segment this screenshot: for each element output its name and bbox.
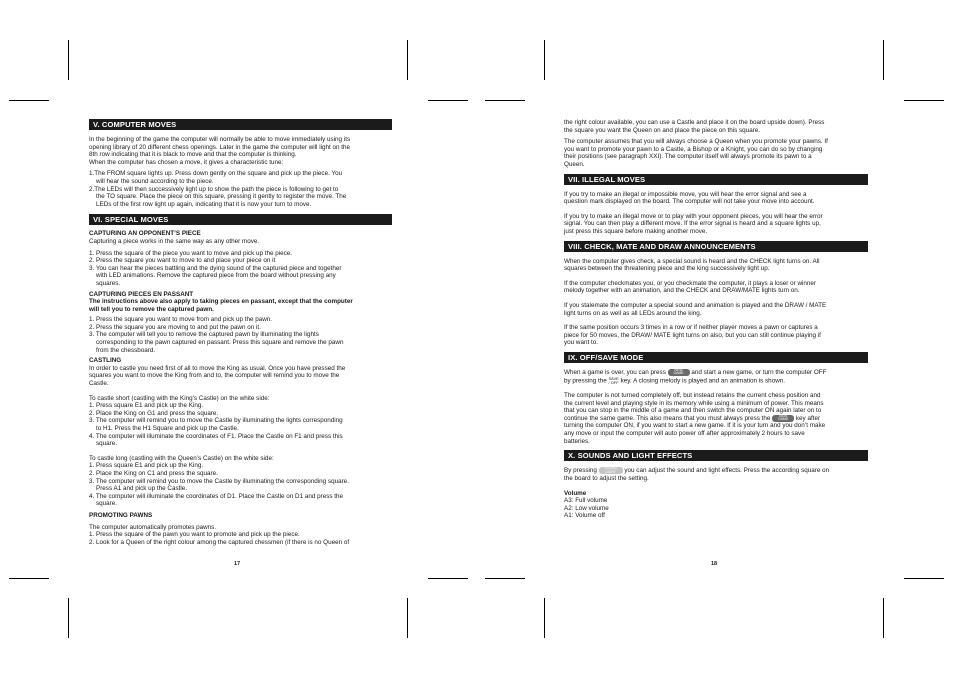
- section-heading: IX. OFF/SAVE MODE: [564, 352, 868, 363]
- crop-mark: [428, 100, 468, 101]
- text-line: 2. Place the King on G1 and press the square.: [89, 409, 219, 417]
- text-line: continue the same game. This also means that you must always press the: [564, 414, 771, 422]
- text-line: In order to castle you need first of all to move the King as usual. Once you have pressed the: [89, 364, 346, 372]
- key-label: GAME: [673, 371, 684, 376]
- text-line: Queen.: [564, 160, 585, 168]
- text-line: light turns on as well as all LEDs around the king.: [564, 309, 702, 317]
- text-line: the square you want the Queen on and place the piece on this square.: [564, 126, 761, 134]
- list-item: A2: Low volume: [564, 504, 609, 512]
- list-item: A3: Full volume: [564, 497, 608, 505]
- paragraph: [89, 365, 392, 388]
- subheading: Volume: [564, 489, 587, 497]
- paragraph: [564, 119, 868, 134]
- save-off-key-icon: [608, 377, 618, 385]
- text-line: 2. Press the square you want to move to and place your piece on it: [89, 257, 276, 265]
- text-line: 3. The computer will remind you to move the Castle by illuminating the corresponding square.: [89, 477, 349, 485]
- text-line: 2. Press the square you are moving to and put the pawn on it.: [89, 323, 261, 331]
- key-label: NEW: [779, 413, 788, 418]
- text-line: squares you want to move the King from and to, the computer will remind you to move the: [89, 372, 340, 380]
- crop-mark: [904, 100, 944, 101]
- text-line: If the computer checkmates you, or you checkmate the computer, it plays a loser or winner: [564, 279, 816, 287]
- text-line: to H1. Press the H1 Square and pick up the Castle.: [96, 425, 239, 432]
- text-line: When a game is over, you can press: [564, 369, 666, 377]
- text-line: 1. Press the square you want to move from and pick up the pawn.: [89, 316, 273, 324]
- left-page: [89, 119, 392, 546]
- text-line: square.: [96, 440, 118, 448]
- text-line: 2. Place the King on C1 and press the square.: [89, 469, 218, 477]
- key-label: / OFF: [608, 379, 619, 385]
- crop-mark: [544, 598, 545, 638]
- paragraph: [564, 138, 868, 168]
- text-line: In the beginning of the game the computer will normally be able to move immediately using its: [89, 136, 351, 143]
- text-line: squares between the threatening piece and the king successively light up.: [564, 265, 770, 273]
- section-heading: VIII. CHECK, MATE AND DRAW ANNOUNCEMENTS: [564, 241, 868, 252]
- text-line: turning the computer ON, if you want to start a new game. If it is your turn and you don’t make: [564, 422, 826, 430]
- crop-mark: [883, 40, 884, 80]
- text-line: piece for 50 moves, the DRAW/ MATE light turns on also, but you can still continue playing if: [564, 331, 821, 339]
- text-line: you want to.: [564, 339, 598, 347]
- subheading: CAPTURING PIECES EN PASSANT: [89, 290, 194, 298]
- paragraph: The computer automatically promotes pawns.: [89, 523, 217, 531]
- crop-mark: [68, 598, 69, 638]
- subheading: CASTLING: [89, 357, 122, 365]
- page-number: 18: [711, 561, 718, 567]
- key-label: LIGHT: [605, 469, 616, 474]
- text-line: If you try to make an illegal or impossible move, you will hear the error signal and see a: [564, 190, 807, 198]
- list-item: [89, 316, 392, 324]
- text-line: The computer assumes that you will always choose a Queen when you promote your pawns. If: [564, 138, 828, 146]
- list-item: [89, 331, 392, 354]
- text-line: by pressing the: [564, 377, 607, 385]
- text-line: you want to promote your pawn to a Castle, a Bishop or a Knight, you can do so by changing: [564, 145, 823, 153]
- paragraph: [564, 467, 868, 482]
- text-line: corresponding to the pawn captured en passant. Press this square and remove the pawn: [96, 339, 344, 347]
- subheading: CAPTURING AN OPPONENT’S PIECE: [89, 230, 201, 238]
- crop-mark: [9, 578, 49, 579]
- text-line: the TO square. Place the piece on this square, pressing it gently to register the move. The: [96, 193, 347, 201]
- paragraph: [564, 369, 868, 385]
- text-line: will tell you to remove the captured pawn.: [89, 305, 214, 313]
- crop-mark: [68, 40, 69, 80]
- list-item: [89, 470, 392, 478]
- text-line: 1. Press the square of the pawn you want to promote and pick up the piece.: [89, 531, 300, 539]
- text-line: Press A1 and pick up the Castle.: [96, 485, 188, 493]
- list-item: [89, 257, 392, 265]
- crop-mark: [544, 40, 545, 80]
- crop-mark: [904, 578, 944, 579]
- text-line: When the computer has chosen a move, it gives a characteristic tune:: [89, 158, 284, 166]
- text-line: opening library of 20 different chess openings. Later in the game the computer will light on the: [89, 143, 351, 151]
- crop-mark: [407, 598, 408, 638]
- list-item: [89, 265, 392, 288]
- paragraph: To castle short (castling with the King’s Castle) on the white side:: [89, 394, 270, 402]
- text-line: with LED animations. Remove the captured piece from the board without pressing any: [96, 272, 336, 280]
- new-game-key-icon: [668, 369, 690, 376]
- text-line: 1. Press square E1 and pick up the King.: [89, 402, 204, 410]
- crop-mark: [9, 100, 49, 101]
- list-item: [89, 462, 392, 470]
- paragraph: [564, 302, 868, 317]
- sound-light-key-icon: [599, 467, 623, 474]
- list-item: [89, 433, 392, 448]
- text-line: and start a new game, or turn the computer OFF: [691, 369, 827, 377]
- text-line: 2.The LEDs will then successively light up to show the path the piece is following to get to: [89, 185, 339, 193]
- list-item: [89, 186, 392, 209]
- text-line: The computer is not turned completely off, but instead retains the current chess position and: [564, 391, 821, 399]
- text-line: If you try to make an illegal move or to play with your opponent pieces, you will hear the error: [564, 212, 823, 220]
- text-line: batteries.: [564, 437, 590, 445]
- text-line: from the chessboard.: [96, 346, 156, 354]
- list-item: [89, 250, 392, 258]
- list-item: [89, 324, 392, 332]
- list-item: [89, 493, 392, 508]
- list-item: [89, 417, 392, 432]
- text-line: their positions (see paragraph XXI). The computer itself will always promote its pawn to a: [564, 153, 812, 161]
- text-line: 8th row indicating that it is black to move and that the computer is thinking.: [89, 151, 297, 159]
- text-line: LEDs of the first row light up again, indicating that it is now your turn to move.: [96, 200, 312, 208]
- paragraph: [564, 392, 868, 445]
- text-line: squares.: [96, 279, 121, 287]
- crop-mark: [428, 578, 468, 579]
- crop-mark: [883, 598, 884, 638]
- paragraph: Capturing a piece works in the same way as any other move.: [89, 237, 260, 245]
- paragraph: [89, 136, 392, 166]
- section-heading: V. COMPUTER MOVES: [89, 119, 392, 130]
- text-line: signal. You can then play a different move. If the error signal is heard and a square lights up,: [564, 220, 821, 228]
- subheading: PROMOTING PAWNS: [89, 511, 153, 519]
- text-line: Castle.: [89, 380, 109, 388]
- text-line: When the computer gives check, a special sound is heard and the CHECK light turns on. All: [564, 257, 820, 265]
- text-line: By pressing: [564, 467, 597, 475]
- section-heading: VI. SPECIAL MOVES: [89, 214, 392, 225]
- text-line: 1. Press the square of the piece you want to move and pick up the piece.: [89, 249, 293, 257]
- text-line: key after: [795, 414, 821, 422]
- text-line: 4. The computer will illuminate the coordinates of F1. Place the Castle on F1 and press this: [89, 432, 343, 440]
- paragraph: [564, 258, 868, 273]
- text-line: just press this square before making another move.: [564, 227, 708, 235]
- text-line: 3. The computer will remind you to move the Castle by illuminating the lights corresponding: [89, 417, 343, 425]
- text-line: any move or input the computer will auto power off after approximately 2 hours to save: [564, 430, 805, 438]
- text-line: 3. You can hear the pieces battling and the dying sound of the captured piece and together: [89, 264, 342, 272]
- text-line: question mark displayed on the board. The computer will not take your move into account.: [564, 198, 815, 206]
- text-line: the current level and playing style in its memory while using a minimum of power. This means: [564, 399, 824, 407]
- list-item: [89, 402, 392, 410]
- list-item: [89, 531, 392, 539]
- text-line: that you can stop in the middle of a game and then switch the computer ON again later on to: [564, 407, 822, 415]
- list-item: [89, 170, 392, 185]
- crop-mark: [407, 40, 408, 80]
- text-line: will hear the sound according to the piece.: [96, 177, 214, 185]
- text-line: the right colour available, you can use a Castle and place it on the board upside down). Press: [564, 119, 825, 126]
- crop-mark: [485, 100, 525, 101]
- text-line: If the same position occurs 3 times in a row or if neither player moves a pawn or captures a: [564, 324, 818, 332]
- new-game-key-icon: [772, 415, 794, 422]
- key-label: SAVE: [608, 375, 619, 381]
- paragraph: [564, 280, 868, 295]
- paragraph: To castle long (castling with the Queen’s Castle) on the white side:: [89, 454, 274, 462]
- key-label: NEW: [674, 367, 683, 372]
- text-line: 4. The computer will illuminate the coordinates of D1. Place the Castle on D1 and press the: [89, 492, 343, 500]
- paragraph: [89, 298, 392, 313]
- text-line: melody together with an animation, and the CHECK and DRAW/MATE lights turn on.: [564, 287, 800, 295]
- list-item: A1: Volume off: [564, 512, 605, 520]
- text-line: The instructions above also apply to taking pieces en passant, except that the computer: [89, 298, 353, 306]
- paragraph: [564, 213, 868, 236]
- text-line: key. A closing melody is played and an animation is shown.: [620, 377, 785, 385]
- section-heading: VII. ILLEGAL MOVES: [564, 174, 868, 185]
- text-line: 2. Look for a Queen of the right colour among the captured chessmen (if there is no Queen of: [89, 538, 350, 546]
- right-page: [564, 119, 868, 520]
- text-line: square.: [96, 500, 118, 508]
- text-line: 1. Press square E1 and pick up the King.: [89, 462, 204, 470]
- list-item: [89, 478, 392, 493]
- list-item: [89, 410, 392, 418]
- crop-mark: [485, 578, 525, 579]
- text-line: the board to adjust the setting.: [564, 475, 649, 482]
- text-line: you can adjust the sound and light effects. Press the according square on: [624, 467, 830, 475]
- key-label: GAME: [777, 417, 789, 422]
- text-line: If you stalemate the computer a special sound and animation is played and the DRAW / MATE: [564, 301, 827, 309]
- section-heading: X. SOUNDS AND LIGHT EFFECTS: [564, 450, 868, 461]
- paragraph: [564, 191, 868, 206]
- key-label: SOUND: [604, 466, 617, 471]
- text-line: 3. The computer will tell you to remove the captured pawn by illuminating the lights: [89, 331, 319, 339]
- page-number: 17: [234, 561, 241, 567]
- list-item: [89, 539, 392, 547]
- text-line: 1.The FROM square lights up. Press down gently on the square and pick up the piece. You: [89, 170, 343, 178]
- paragraph: [564, 324, 868, 347]
